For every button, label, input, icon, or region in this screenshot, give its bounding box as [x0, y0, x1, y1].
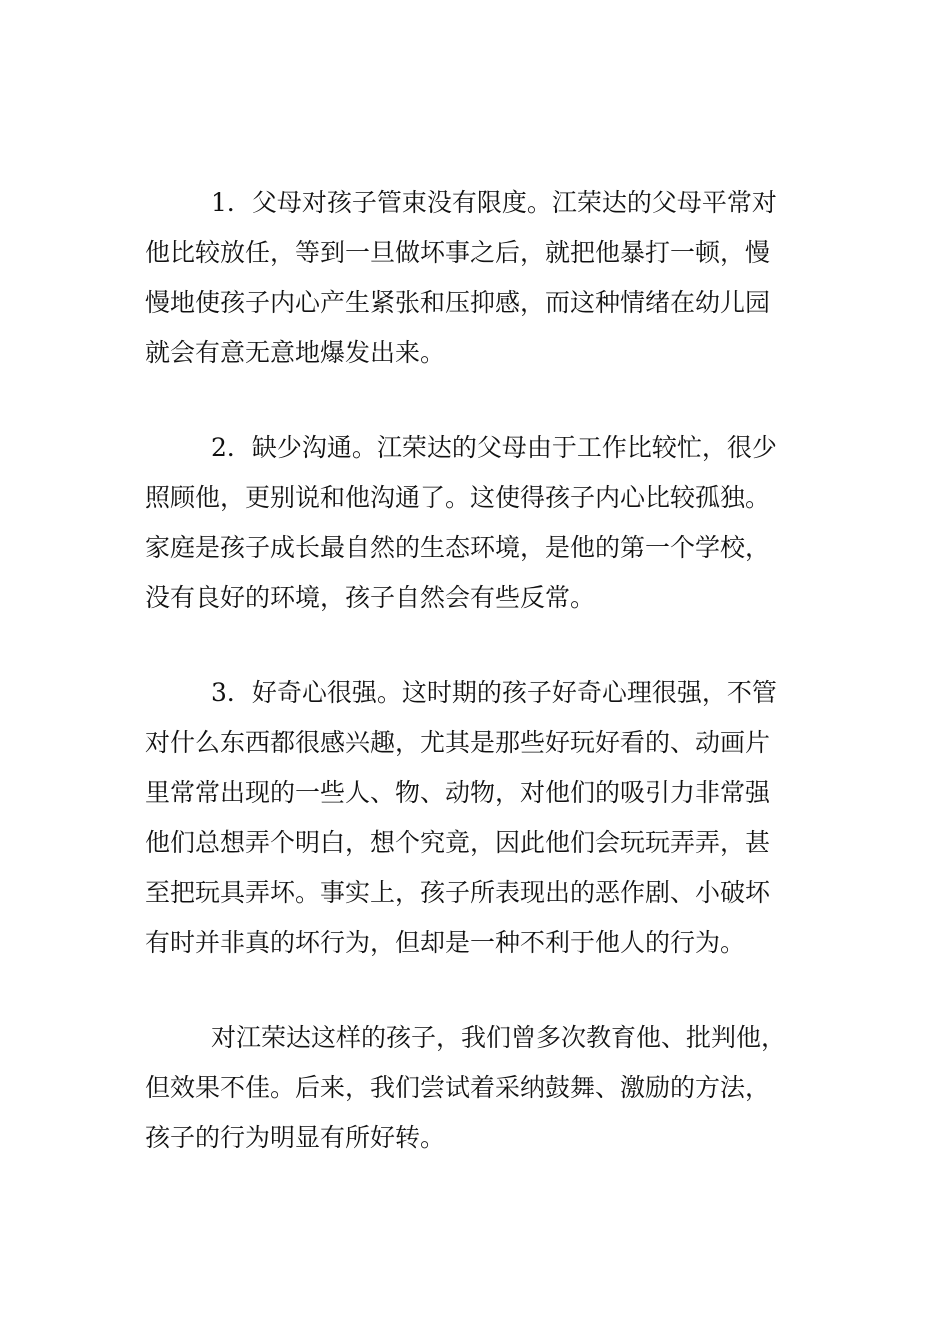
paragraph-line: 慢地使孩子内心产生紧张和压抑感，而这种情绪在幼儿园: [145, 288, 771, 317]
paragraph-line: 就会有意无意地爆发出来。: [145, 338, 446, 367]
paragraph-2: [145, 423, 810, 623]
paragraph-line: 至把玩具弄坏。事实上，孩子所表现出的恶作剧、小破坏: [145, 878, 771, 907]
paragraph-line: 里常常出现的一些人、物、动物，对他们的吸引力非常强: [145, 778, 771, 807]
paragraph-line: 他比较放任，等到一旦做坏事之后，就把他暴打一顿，慢: [145, 238, 771, 267]
paragraph-line: 3．好奇心很强。这时期的孩子好奇心理很强，不管: [211, 678, 777, 707]
paragraph-line: 照顾他，更别说和他沟通了。这使得孩子内心比较孤独。: [145, 483, 771, 512]
document-body: [145, 178, 810, 1208]
paragraph-line: 没有良好的环境，孩子自然会有些反常。: [145, 583, 596, 612]
paragraph-line: 他们总想弄个明白，想个究竟，因此他们会玩玩弄弄，甚: [145, 828, 771, 857]
paragraph-line: 有时并非真的坏行为，但却是一种不利于他人的行为。: [145, 928, 746, 957]
paragraph-line: 对什么东西都很感兴趣，尤其是那些好玩好看的、动画片: [145, 728, 771, 757]
paragraph-line: 孩子的行为明显有所好转。: [145, 1123, 446, 1152]
paragraph-line: 对江荣达这样的孩子，我们曾多次教育他、批判他，: [211, 1023, 787, 1052]
paragraph-line: 2．缺少沟通。江荣达的父母由于工作比较忙，很少: [211, 433, 777, 462]
paragraph-1: [145, 178, 810, 378]
paragraph-3: [145, 668, 810, 968]
paragraph-line: 家庭是孩子成长最自然的生态环境，是他的第一个学校，: [145, 533, 771, 562]
paragraph-line: 但效果不佳。后来，我们尝试着采纳鼓舞、激励的方法，: [145, 1073, 771, 1102]
paragraph-line: 1．父母对孩子管束没有限度。江荣达的父母平常对: [211, 188, 777, 217]
paragraph-4: [145, 1013, 810, 1163]
